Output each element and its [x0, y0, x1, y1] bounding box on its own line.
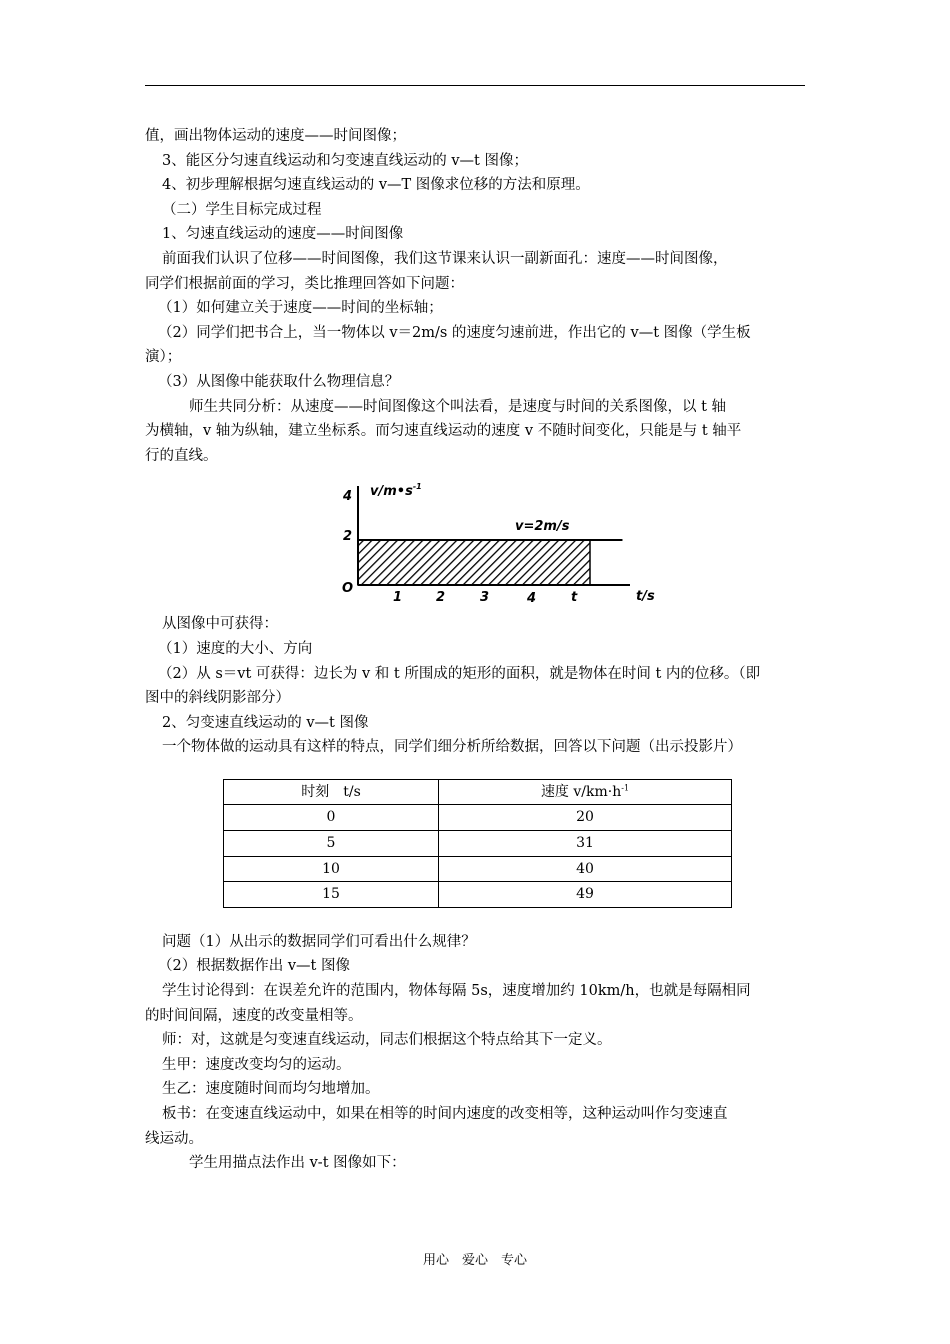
- text-line: （2）根据数据作出 v—t 图像: [158, 958, 350, 975]
- text-line: 师生共同分析：从速度——时间图像这个叫法看，是速度与时间的关系图像，以 t 轴: [189, 398, 727, 415]
- question-line: （1）如何建立关于速度——时间的坐标轴；: [158, 300, 443, 317]
- text-line: 前面我们认识了位移——时间图像，我们这节课来认识一副新面孔：速度——时间图像，: [162, 250, 728, 267]
- text-line: 问题（1）从出示的数据同学们可看出什么规律？: [162, 933, 476, 950]
- table-header-cell: 时刻 t/s: [224, 779, 439, 805]
- y-axis-label-text: v/m•s: [370, 484, 413, 500]
- text-line: 从图像中可获得：: [162, 616, 278, 633]
- table-cell: 20: [439, 805, 732, 831]
- table-cell: 5: [224, 831, 439, 857]
- document-body: [145, 124, 807, 1176]
- text-line: 师：对，这就是匀变速直线运动，同志们根据这个特点给其下一定义。: [162, 1032, 612, 1049]
- velocity-time-graph: [340, 478, 670, 608]
- header-text: 速度 v/km·h: [540, 783, 622, 800]
- x-tick-label: 4: [527, 591, 537, 607]
- text-line: 线运动。: [145, 1130, 203, 1147]
- x-tick-label: 1: [393, 590, 403, 606]
- data-table-wrapper: [223, 779, 807, 908]
- table-row: [224, 805, 732, 831]
- origin-label: O: [342, 581, 354, 597]
- page-footer: 用心 爱心 专心: [422, 1253, 527, 1268]
- table-row: [224, 831, 732, 857]
- y-tick-label: 4: [343, 489, 353, 505]
- text-line: 板书：在变速直线运动中，如果在相等的时间内速度的改变相等，这种运动叫作匀变速直: [162, 1106, 728, 1122]
- table-row: [224, 882, 732, 908]
- text-line: 值，画出物体运动的速度——时间图像；: [145, 128, 406, 144]
- text-line: 同学们根据前面的学习，类比推理回答如下问题：: [145, 275, 464, 292]
- question-line: （2）同学们把书合上，当一物体以 v＝2m/s 的速度匀速前进，作出它的 v—t 图像（学生板: [158, 324, 751, 341]
- text-line: 学生讨论得到：在误差允许的范围内，物体每隔 5s，速度增加约 10km/h，也就是每隔相同: [162, 983, 751, 1000]
- table-cell: 40: [439, 856, 732, 882]
- text-line: 生甲：速度改变均匀的运动。: [162, 1056, 351, 1073]
- section-heading: （二）学生目标完成过程: [162, 201, 322, 218]
- text-line: 学生用描点法作出 v-t 图像如下：: [189, 1155, 406, 1172]
- table-header-row: [224, 779, 732, 805]
- text-line: 一个物体做的运动具有这样的特点，同学们细分析所给数据，回答以下问题（出示投影片）: [162, 739, 742, 756]
- text-line: 行的直线。: [145, 447, 218, 464]
- subsection-heading: 2、匀变速直线运动的 v—t 图像: [162, 714, 369, 731]
- line-label: v=2m/s: [515, 519, 570, 535]
- shaded-area: [358, 540, 590, 585]
- table-cell: 0: [224, 805, 439, 831]
- table-cell: 10: [224, 856, 439, 882]
- x-tick-label: 3: [480, 590, 490, 606]
- header-rule: [145, 85, 805, 86]
- table-cell: 49: [439, 882, 732, 908]
- text-line: 4、初步理解根据匀速直线运动的 v—T 图像求位移的方法和原理。: [162, 177, 590, 194]
- y-axis-label: [370, 482, 422, 499]
- data-table: [223, 779, 732, 908]
- question-line: （3）从图像中能获取什么物理信息？: [158, 373, 400, 390]
- x-tick-label: 2: [436, 590, 446, 606]
- text-line: 为横轴，v 轴为纵轴，建立坐标系。而匀速直线运动的速度 v 不随时间变化，只能是与 t 轴平: [145, 423, 742, 440]
- x-axis-label: t/s: [636, 589, 655, 605]
- text-line: 图中的斜线阴影部分）: [145, 690, 290, 707]
- text-line: （2）从 s＝vt 可获得：边长为 v 和 t 所围成的矩形的面积，就是物体在时间 t 内的位移。（即: [158, 665, 761, 682]
- text-line: （1）速度的大小、方向: [158, 640, 313, 657]
- y-axis-label-exponent: -1: [412, 482, 422, 492]
- y-tick-label: 2: [343, 529, 353, 545]
- text-line: 演）；: [145, 349, 182, 366]
- table-cell: 31: [439, 831, 732, 857]
- text-line: 3、能区分匀速直线运动和匀变速直线运动的 v—t 图像；: [162, 152, 528, 169]
- text-line: 生乙：速度随时间而均匀地增加。: [162, 1081, 380, 1098]
- table-header-cell: [439, 779, 732, 805]
- header-exponent: -1: [621, 783, 630, 793]
- subsection-heading: 1、匀速直线运动的速度——时间图像: [162, 226, 404, 243]
- x-tick-label: t: [571, 590, 578, 606]
- text-line: 的时间间隔，速度的改变量相等。: [145, 1007, 363, 1024]
- table-row: [224, 856, 732, 882]
- table-cell: 15: [224, 882, 439, 908]
